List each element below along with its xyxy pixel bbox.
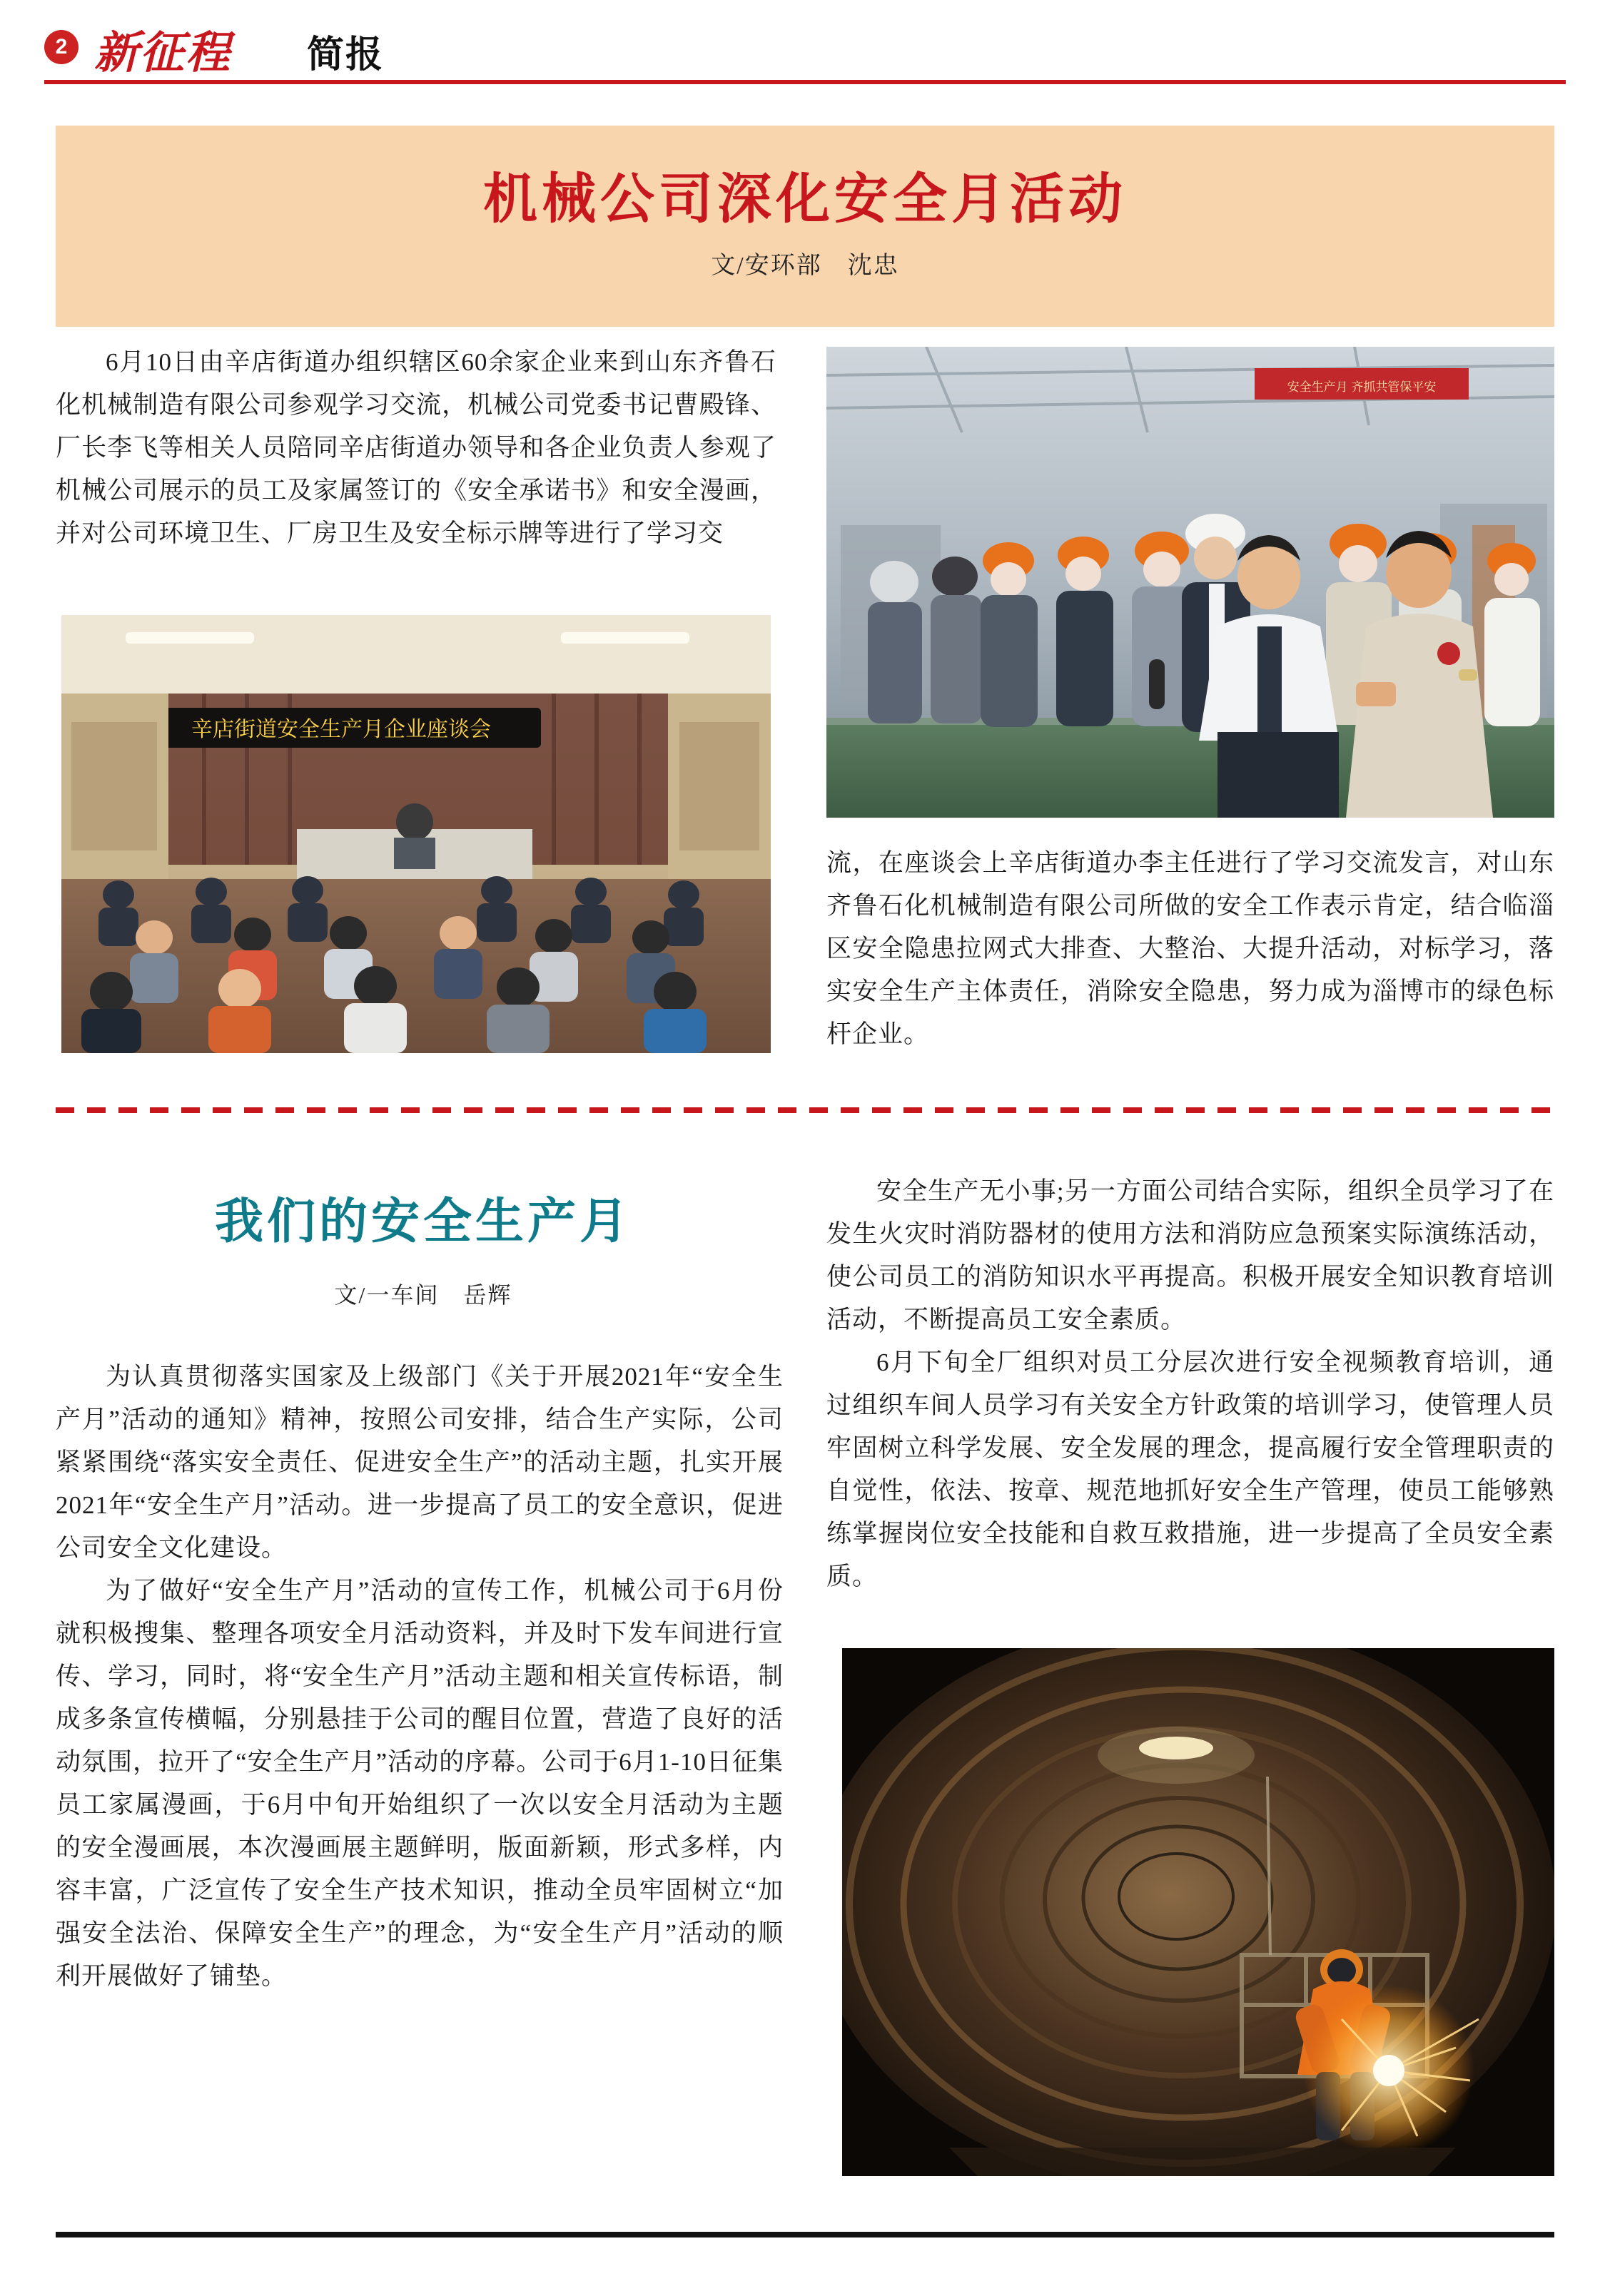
article2-body-left <box>56 1356 784 1998</box>
article1-paragraph: 6月10日由辛店街道办组织辖区60余家企业来到山东齐鲁石化机械制造有限公司参观学习交流，机械公司党委书记曹殿锋、厂长李飞等相关人员陪同辛店街道办领导和各企业负责人参观了机械公司展示的员工及家属签订的《安全承诺书》和安全漫画，并对公司环境卫生、厂房卫生及安全标示牌等进行了学习交 <box>56 348 776 547</box>
publication-brand: 新征程 <box>94 29 232 78</box>
article2-title: 我们的安全生产月 <box>214 1194 632 1249</box>
publication-subtitle: 简报 <box>307 35 385 76</box>
article1-paragraph-cont: 流，在座谈会上辛店街道办李主任进行了学习交流发言，对山东齐鲁石化机械制造有限公司所做的安全工作表示肯定，结合临淄区安全隐患拉网式大排查、大整治、大提升活动，对标学习，落实安全生产主体责任，消除安全隐患，努力成为淄博市的绿色标杆企业。 <box>826 849 1554 1048</box>
article1-body-left <box>56 341 776 555</box>
article1-photo-factory-tour <box>826 347 1554 818</box>
article2-photo-pipe-welding <box>842 1648 1554 2176</box>
article1-photo-seminar <box>61 615 771 1053</box>
article2-byline: 文/一车间 岳辉 <box>334 1282 512 1308</box>
factory-tour-illustration <box>826 347 1554 818</box>
article1-byline: 文/安环部 沈忠 <box>711 253 899 279</box>
section-divider <box>56 1107 1554 1113</box>
pipe-welding-illustration <box>842 1648 1554 2176</box>
article2-body-right <box>826 1170 1554 1598</box>
page-number-badge: 2 <box>44 30 79 64</box>
article2-paragraph-2: 为了做好“安全生产月”活动的宣传工作，机械公司于6月份就积极搜集、整理各项安全月活动资料，并及时下发车间进行宣传、学习，同时，将“安全生产月”活动主题和相关宣传标语，制成多条宣传横幅，分别悬挂于公司的醒目位置，营造了良好的活动氛围，拉开了“安全生产月”活动的序幕。公司于6月1-10日征集员工家属漫画，于6月中旬开始组织了一次以安全月活动为主题的安全漫画展，本次漫画展主题鲜明，版面新颖，形式多样，内容丰富，广泛宣传了安全生产技术知识，推动全员牢固树立“加强安全法治、保障安全生产”的理念，为“安全生产月”活动的顺利开展做好了铺垫。 <box>56 1577 784 1990</box>
article2-paragraph-4: 6月下旬全厂组织对员工分层次进行安全视频教育培训，通过组织车间人员学习有关安全方针政策的培训学习，使管理人员牢固树立科学发展、安全发展的理念，提高履行安全管理职责的自觉性，依法、按章、规范地抓好安全生产管理，使员工能够熟练掌握岗位安全技能和自救互救措施，进一步提高了全员安全素质。 <box>826 1348 1554 1590</box>
svg-text:安全生产月 齐抓共管保平安: 安全生产月 齐抓共管保平安 <box>1287 380 1437 394</box>
article2-paragraph-1: 为认真贯彻落实国家及上级部门《关于开展2021年“安全生产月”活动的通知》精神，按照公司安排，结合生产实际，公司紧紧围绕“落实安全责任、促进安全生产”的活动主题，扎实开展2021年“安全生产月”活动。进一步提高了员工的安全意识，促进公司安全文化建设。 <box>56 1363 784 1562</box>
article2-paragraph-3: 安全生产无小事;另一方面公司结合实际，组织全员学习了在发生火灾时消防器材的使用方法和消防应急预案实际演练活动，使公司员工的消防知识水平再提高。积极开展安全知识教育培训活动，不断提高员工安全素质。 <box>826 1177 1554 1334</box>
seminar-room-illustration <box>61 615 771 1053</box>
article1-body-right <box>826 842 1554 1056</box>
masthead <box>0 0 1610 93</box>
article1-title: 机械公司深化安全月活动 <box>483 170 1127 230</box>
article1-banner <box>56 126 1554 327</box>
svg-text:辛店街道安全生产月企业座谈会: 辛店街道安全生产月企业座谈会 <box>191 718 491 741</box>
footer-divider <box>56 2232 1554 2237</box>
masthead-divider <box>44 80 1566 84</box>
